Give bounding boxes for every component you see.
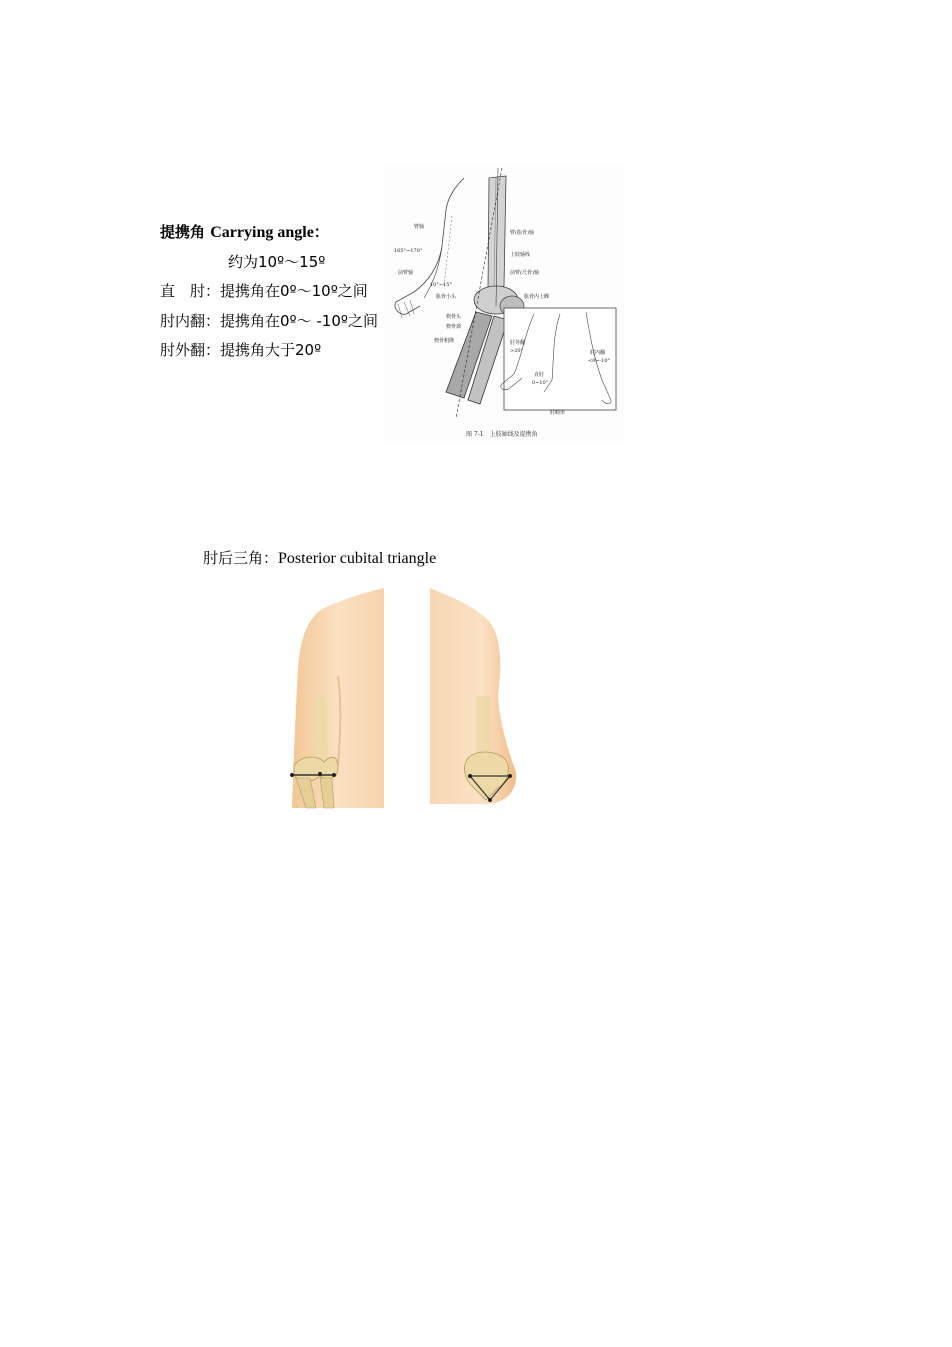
carrying-angle-colon: ：: [313, 223, 329, 241]
posterior-triangle-title-en: Posterior cubital triangle: [278, 550, 437, 567]
label-forearm-axis: 前臂轴: [398, 270, 414, 276]
label-radial-head: 桡骨头: [446, 314, 462, 320]
label-limb-axis: 上肢轴线: [510, 252, 531, 258]
cubitus-varus: 肘内翻：提携角在0º～ -10º之间: [160, 311, 378, 330]
posterior-triangle-diagram: [276, 586, 522, 810]
posterior-triangle-figure: [276, 586, 522, 810]
label-angle-range: 165°~170°: [394, 248, 423, 254]
posterior-triangle-title: [203, 547, 436, 568]
label-arm-axis: 臂轴: [414, 224, 425, 230]
carrying-angle-text: [160, 218, 390, 366]
carrying-angle-title-zh: 提携角: [160, 223, 206, 241]
label-humerus-axis: 臂(肱骨)轴: [510, 230, 534, 236]
carrying-angle-diagram: [384, 166, 624, 442]
straight-elbow: 直 肘：提携角在0º～10º之间: [160, 282, 368, 300]
figure1-caption: 图 7-1 上肢轴线及提携角: [466, 431, 538, 438]
label-varus: 肘内翻: [590, 350, 606, 356]
normal-range: 约为10º～15º: [228, 252, 326, 271]
carrying-angle-title-en: Carrying angle: [210, 224, 314, 241]
carrying-angle-heading: [160, 218, 390, 248]
label-angle-small: 10°~15°: [430, 282, 452, 288]
label-medial-epicondyle: 肱骨内上髁: [524, 294, 550, 300]
label-capitulum: 肱骨小头: [436, 294, 457, 300]
cubitus-valgus: 肘外翻：提携角大于20º: [160, 341, 322, 359]
label-deformity: 肘畸形: [550, 410, 566, 416]
posterior-triangle-title-zh: 肘后三角：: [203, 549, 279, 567]
label-varus-value: <0~-10°: [588, 358, 611, 364]
label-radial-neck: 桡骨颈: [446, 324, 462, 330]
label-ulna-axis: 前臂(尺骨)轴: [510, 270, 539, 276]
label-valgus: 肘外翻: [510, 340, 526, 346]
label-straight: 直肘: [534, 372, 545, 378]
label-straight-value: 0~10°: [532, 380, 549, 386]
carrying-angle-figure: [384, 166, 624, 442]
label-radial-tuberosity: 桡骨粗隆: [434, 338, 455, 344]
label-valgus-value: >20°: [510, 348, 524, 354]
